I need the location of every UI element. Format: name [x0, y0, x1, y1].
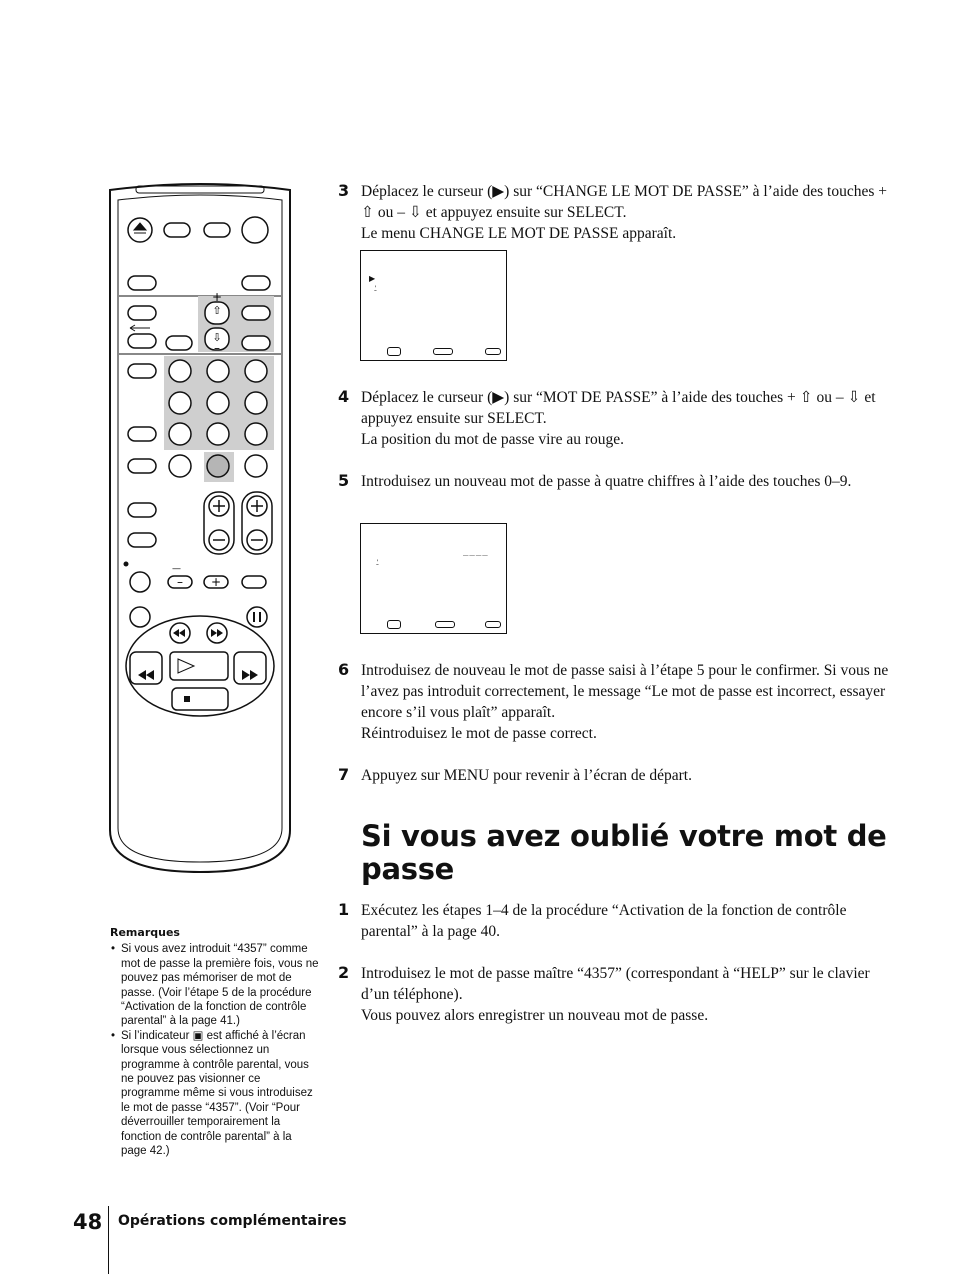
screen-change-password-menu	[360, 250, 507, 361]
screen1-btn-b	[485, 348, 501, 355]
footer-divider	[108, 1206, 109, 1274]
remote-label-vol-minus: –	[177, 575, 183, 589]
step-4-number: 4	[338, 387, 350, 406]
svg-text:⇩: ⇩	[212, 331, 222, 344]
step-5-line-1: Introduisez un nouveau mot de passe à quatre chiffres à l’aide des touches 0–9.	[361, 473, 852, 490]
remote-control-illustration	[100, 180, 300, 880]
step-4-text	[361, 387, 891, 450]
step-6-number: 6	[338, 660, 350, 679]
remote-label-ch-minus: –	[214, 341, 220, 355]
forgot-step-2-text	[361, 963, 901, 1026]
step-7-line-1: Appuyez sur MENU pour revenir à l’écran de départ.	[361, 767, 692, 784]
screen1-btn-a	[433, 348, 453, 355]
section-name: Opérations complémentaires	[118, 1213, 347, 1229]
remarks-title: Remarques	[110, 926, 180, 939]
step-3-line-1: Déplacez le curseur (▶) sur “CHANGE LE MOT DE PASSE” à l’aide des touches + ⇧ ou – ⇩ et appuyez ensuite sur SELECT.	[361, 183, 888, 221]
remote-label-slow-minus: —	[172, 564, 181, 574]
step-4-line-2: La position du mot de passe vire au rouge.	[361, 431, 625, 448]
forgot-step-1-line-1: Exécutez les étapes 1–4 de la procédure “Activation de la fonction de contrôle parental” à la page 40.	[361, 902, 847, 940]
forgot-step-1-number: 1	[338, 900, 350, 919]
screen1-icon: ⍘	[373, 284, 378, 293]
remote-label-ch-plus: +	[211, 290, 223, 304]
svg-text:⇧: ⇧	[212, 304, 222, 317]
remark-item-2: • Si l’indicateur ▣ est affiché à l’écran lorsque vous sélectionnez un programme à contrôle parental, vous ne pouvez pas visionner ce programme même si vous introduisez le mot de passe “4357”. (Voir “Pour déverrouiller temporairement la fonction de contrôle parental” à la page 42.)	[121, 1029, 320, 1159]
step-5-number: 5	[338, 471, 350, 490]
page-number: 48	[73, 1210, 103, 1234]
step-6-line-1: Introduisez de nouveau le mot de passe saisi à l’étape 5 pour le confirmer. Si vous ne l’avez pas introduit correctement, le message “Le mot de passe est incorrect, essayer encore s’il vous plaît” apparaît.	[361, 662, 889, 721]
step-4-line-1: Déplacez le curseur (▶) sur “MOT DE PASSE” à l’aide des touches + ⇧ ou – ⇩ et appuyez ensuite sur SELECT.	[361, 389, 876, 427]
remarks-box	[110, 926, 320, 1159]
screen2-btn-b	[485, 621, 501, 628]
step-3-number: 3	[338, 181, 350, 200]
step-6-text	[361, 660, 896, 744]
screen2-btn-a	[435, 621, 455, 628]
step-3-text	[361, 181, 891, 244]
remarks-list	[110, 942, 320, 1158]
step-5-text	[361, 471, 896, 492]
screen2-dashes: ____	[463, 547, 489, 557]
screen1-nav-icon	[387, 347, 401, 356]
remark-item-1: • Si vous avez introduit “4357” comme mot de passe la première fois, vous ne pouvez pas mémoriser de mot de passe. (Voir l’étape 5 de la procédure “Activation de la fonction de contrôle parental” à la page 41.)	[121, 942, 320, 1028]
step-6-line-2: Réintroduisez le mot de passe correct.	[361, 725, 597, 742]
screen2-nav-icon	[387, 620, 401, 629]
forgot-step-2-line-1: Introduisez le mot de passe maître “4357” (correspondant à “HELP” sur le clavier d’un téléphone).	[361, 965, 870, 1003]
forgot-step-2-line-2: Vous pouvez alors enregistrer un nouveau mot de passe.	[361, 1007, 709, 1024]
forgot-step-2-number: 2	[338, 963, 350, 982]
forgot-step-1-text	[361, 900, 891, 942]
step-7-text	[361, 765, 891, 786]
screen2-icon: ⍘	[375, 558, 380, 567]
step-7-number: 7	[338, 765, 350, 784]
screen1-cursor: ▶	[369, 274, 376, 283]
remote-label-vol-plus: +	[100, 180, 101, 181]
screen-new-password-entry	[360, 523, 507, 634]
section-heading: Si vous avez oublié votre mot de passe	[361, 819, 887, 886]
remote-label-slow-plus: +	[210, 575, 222, 589]
step-3-line-2: Le menu CHANGE LE MOT DE PASSE apparaît.	[361, 225, 677, 242]
